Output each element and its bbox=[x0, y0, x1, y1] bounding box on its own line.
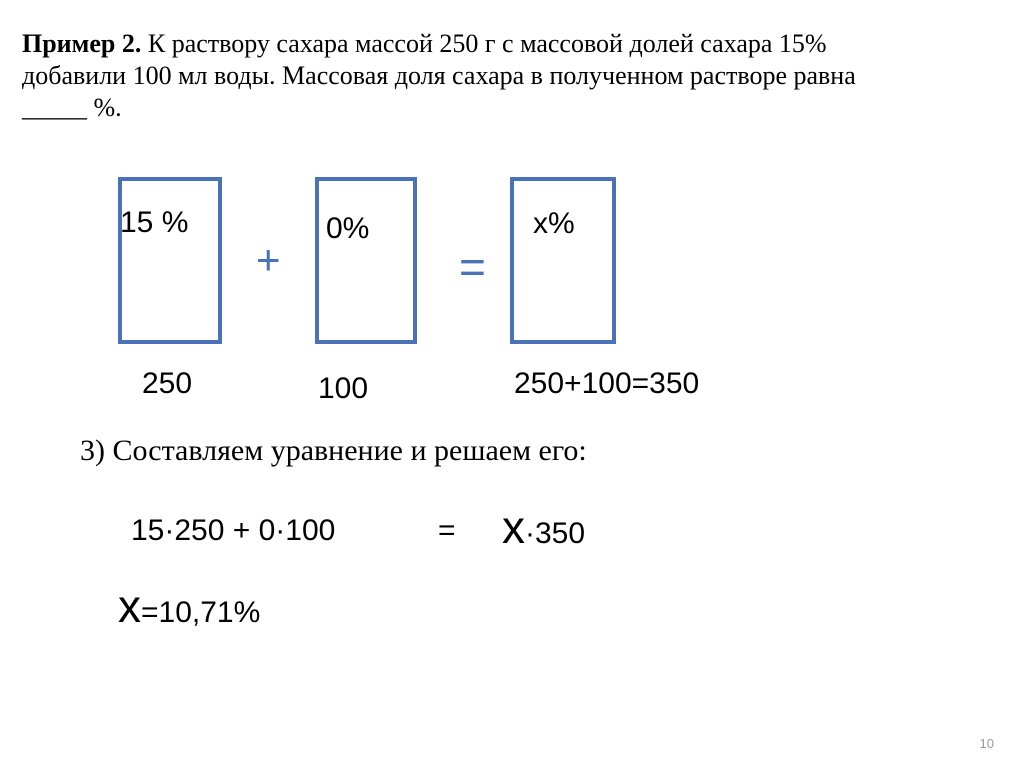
equation-x: x bbox=[502, 501, 525, 553]
problem-line-2: добавили 100 мл воды. Массовая доля сахара в полученном растворе равна bbox=[22, 61, 856, 90]
step-heading: 3) Составляем уравнение и решаем его: bbox=[80, 434, 587, 467]
problem-text-1: К раствору сахара массой 250 г с массовой долей сахара 15% bbox=[141, 29, 827, 58]
answer-value: =10,71% bbox=[141, 596, 261, 629]
answer-x: x bbox=[118, 580, 141, 632]
solution-box-3 bbox=[510, 177, 616, 344]
problem-line-1 bbox=[22, 28, 982, 60]
equation-right-value: ·350 bbox=[525, 517, 586, 550]
equation-left: 15·250 + 0·100 bbox=[131, 514, 336, 547]
solution-box-2 bbox=[315, 177, 417, 344]
equation-right bbox=[502, 500, 585, 554]
answer bbox=[118, 579, 260, 633]
box-2-concentration: 0% bbox=[326, 212, 370, 245]
problem-label: Пример 2. bbox=[22, 29, 142, 58]
mass-1: 250 bbox=[142, 367, 193, 400]
page-number: 10 bbox=[979, 736, 994, 751]
equation-equals: = bbox=[438, 514, 456, 547]
solution-box-1 bbox=[118, 177, 222, 344]
problem-line-3: _____ %. bbox=[22, 93, 122, 122]
mass-sum: 250+100=350 bbox=[514, 367, 700, 400]
equals-sign: = bbox=[459, 241, 486, 293]
problem-statement bbox=[22, 28, 982, 124]
plus-sign: + bbox=[256, 236, 281, 283]
box-3-concentration: x% bbox=[533, 207, 575, 240]
mass-2: 100 bbox=[318, 372, 369, 405]
box-1-concentration: 15 % bbox=[120, 206, 189, 239]
